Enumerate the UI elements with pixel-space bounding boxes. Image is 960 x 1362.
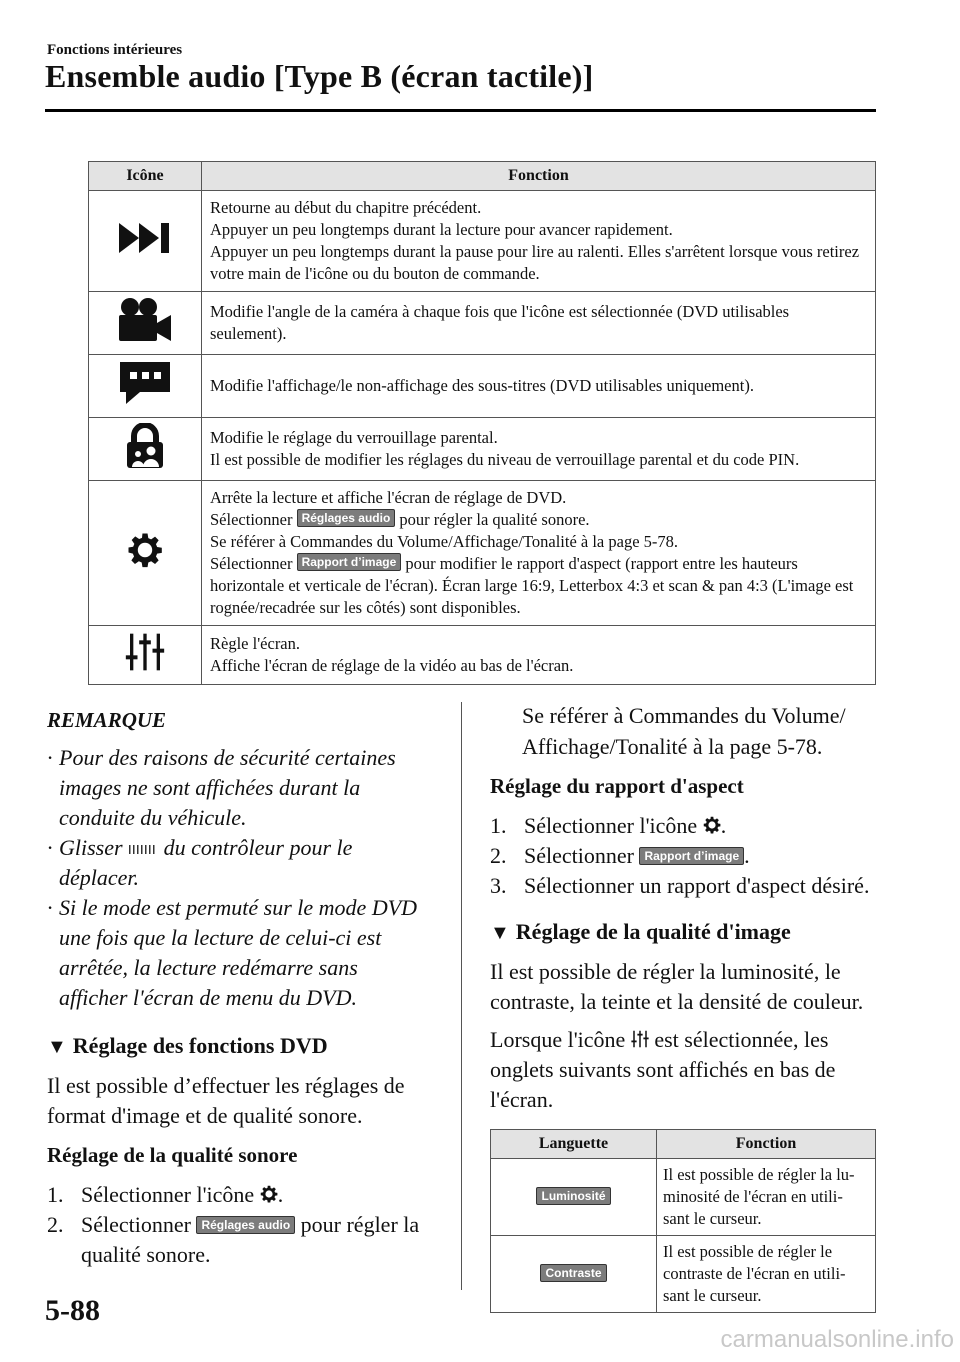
function-cell: Il est possible de régler le contraste de l'écran en utili-sant le curseur. (657, 1236, 876, 1313)
note-title: REMARQUE (47, 708, 167, 732)
column-header-tab: Languette (491, 1130, 657, 1159)
function-cell: Il est possible de régler la lu-minosité de l'écran en utili-sant le curseur. (657, 1159, 876, 1236)
section-heading: ▼ Réglage des fonctions DVD (47, 1033, 328, 1058)
left-column (47, 708, 427, 1270)
icon-cell (89, 292, 202, 355)
gear-icon (260, 1185, 278, 1203)
paragraph: Lorsque l'icône est sélectionnée, les onglets suivants sont affichés en bas de l'écran. (490, 1027, 836, 1112)
subtitle-icon (118, 360, 172, 406)
skip-forward-icon (117, 221, 173, 255)
table-row (89, 418, 876, 481)
icon-cell (89, 191, 202, 292)
tab-function-table (490, 1129, 876, 1313)
aspect-ratio-button[interactable]: Rapport d’image (639, 847, 744, 865)
drag-handle-icon (128, 843, 158, 855)
section-label: Fonctions intérieures (47, 42, 183, 58)
function-cell: Modifie le réglage du verrouillage parental. Il est possible de modifier les réglages du niveau de verrouillage parental et du code PIN. (202, 418, 876, 481)
table-row (89, 191, 876, 292)
gear-icon (127, 532, 163, 568)
step: 2. Sélectionner Réglages audio pour régler la qualité sonore. (47, 1212, 420, 1267)
table-header-row (89, 162, 876, 191)
note-item: · Glisser du contrôleur pour le déplacer. (47, 835, 353, 890)
icon-cell (89, 626, 202, 685)
note-item: · Pour des raisons de sécurité certaines images ne sont affichées durant la conduite du véhicule. (47, 745, 396, 830)
equalizer-sliders-icon (123, 632, 167, 672)
icon-function-table (88, 161, 876, 685)
table-row (89, 355, 876, 418)
tab-cell (491, 1159, 657, 1236)
function-cell: Modifie l'angle de la caméra à chaque fois que l'icône est sélectionnée (DVD utilisables seulement). (202, 292, 876, 355)
table-row (89, 292, 876, 355)
audio-settings-button[interactable]: Réglages audio (196, 1216, 295, 1234)
parental-lock-icon (125, 423, 165, 469)
step: 1. Sélectionner l'icône . (47, 1182, 284, 1207)
paragraph: Il est possible de régler la luminosité, le contraste, la teinte et la densité de couleur. (490, 959, 864, 1014)
aspect-ratio-button[interactable]: Rapport d’image (297, 553, 402, 571)
sub-heading: Réglage du rapport d'aspect (490, 774, 744, 798)
header-divider (45, 109, 876, 112)
sub-heading: Réglage de la qualité sonore (47, 1143, 298, 1167)
step: 2. Sélectionner Rapport d’image . (490, 843, 750, 868)
watermark: carmanualsonline.info (720, 1326, 954, 1353)
tab-cell (491, 1236, 657, 1313)
table-header-row (491, 1130, 876, 1159)
step: 3. Sélectionner un rapport d'aspect désiré. (490, 873, 870, 898)
paragraph: Il est possible d’effectuer les réglages de format d'image et de qualité sonore. (47, 1073, 405, 1128)
column-header-icon: Icône (89, 162, 202, 191)
function-cell: Retourne au début du chapitre précédent. Appuyer un peu longtemps durant la lecture pour avancer rapidement. Appuyer un peu longtemps durant la pause pour lire au ralenti. Elles s'arrêtent lorsque vous retirez votre main de l'icône ou du bouton de commande. (202, 191, 876, 292)
video-camera-icon (116, 297, 174, 343)
function-cell: Modifie l'affichage/le non-affichage des sous-titres (DVD utilisables uniquement). (202, 355, 876, 418)
function-cell: Règle l'écran. Affiche l'écran de réglage de la vidéo au bas de l'écran. (202, 626, 876, 685)
section-heading: ▼ Réglage de la qualité d'image (490, 919, 791, 944)
contrast-tab-button[interactable]: Contraste (540, 1264, 606, 1282)
table-row (89, 626, 876, 685)
icon-cell (89, 418, 202, 481)
column-header-function: Fonction (657, 1130, 876, 1159)
column-header-function: Fonction (202, 162, 876, 191)
right-column (490, 700, 880, 1313)
page-number: 5-88 (45, 1294, 100, 1327)
brightness-tab-button[interactable]: Luminosité (536, 1187, 610, 1205)
gear-icon (703, 816, 721, 834)
equalizer-sliders-icon (631, 1030, 649, 1048)
icon-cell (89, 355, 202, 418)
icon-cell (89, 481, 202, 626)
note-item: · Si le mode est permuté sur le mode DVD une fois que la lecture de celui-ci est arrêtée, la lecture redémarre sans afficher l'écran de menu du DVD. (47, 895, 418, 1010)
step: 1. Sélectionner l'icône . (490, 813, 727, 838)
continued-text: Se référer à Commandes du Volume/ Affichage/Tonalité à la page 5-78. (522, 703, 846, 759)
table-row (491, 1236, 876, 1313)
table-row (89, 481, 876, 626)
column-divider (461, 702, 462, 1290)
page-title: Ensemble audio [Type B (écran tactile)] (45, 58, 594, 94)
function-cell: Arrête la lecture et affiche l'écran de réglage de DVD. Sélectionner Réglages audio pour régler la qualité sonore. Se référer à Commandes du Volume/Affichage/Tonalité à la page 5-78. Sélectionner Rapport d’image pour modifier le rapport d'aspect (rapport entre les hauteurs horizontale et verticale de l'écran). Écran large 16:9, Letterbox 4:3 et scan & pan 4:3 (L'image est rognée/recadrée sur les côtés) sont disponibles. (202, 481, 876, 626)
audio-settings-button[interactable]: Réglages audio (297, 509, 396, 527)
table-row (491, 1159, 876, 1236)
